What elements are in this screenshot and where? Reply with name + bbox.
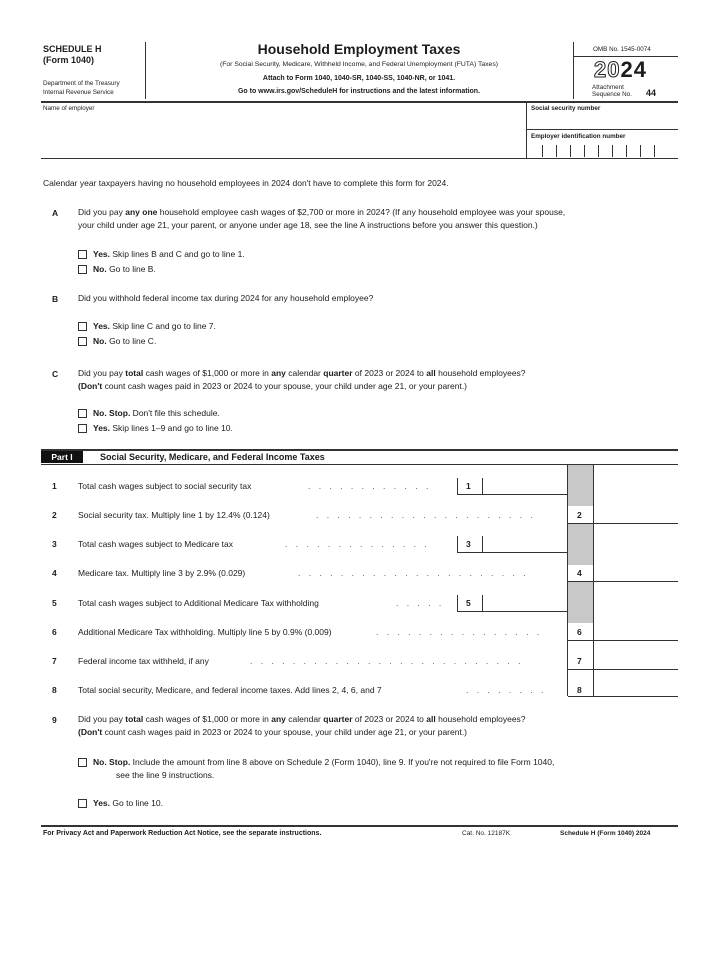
line-9-number: 9: [52, 715, 57, 725]
line-9-yes-label: Yes. Go to line 10.: [93, 798, 163, 808]
ein-label: Employer identification number: [531, 133, 626, 140]
ssn-label: Social security number: [531, 105, 601, 112]
form-label: (Form 1040): [43, 55, 95, 65]
name-of-employer-field[interactable]: [42, 113, 524, 157]
question-a-letter: A: [52, 208, 59, 218]
line-4-box-label: 4: [577, 568, 582, 578]
line-5-text: Total cash wages subject to Additional Medicare Tax withholding: [78, 598, 319, 608]
question-b-no-label: No. Go to line C.: [93, 336, 157, 346]
line-8-number: 8: [52, 685, 57, 695]
line-4-number: 4: [52, 568, 57, 578]
attach-instruction: Attach to Form 1040, 1040-SR, 1040-SS, 1040-NR, or 1041.: [262, 75, 456, 82]
line-9-no-checkbox[interactable]: [78, 758, 87, 767]
question-c-no-checkbox[interactable]: [78, 409, 87, 418]
question-c-yes-label: Yes. Skip lines 1–9 and go to line 10.: [93, 423, 233, 433]
line-2-box-label: 2: [577, 510, 582, 520]
line-5-box-label: 5: [466, 598, 471, 608]
line-7-number: 7: [52, 656, 57, 666]
dept-treasury: Department of the Treasury: [43, 80, 120, 87]
line-1-box-label: 1: [466, 481, 471, 491]
schedule-label: SCHEDULE H: [43, 44, 102, 54]
question-b-letter: B: [52, 294, 59, 304]
irs-label: Internal Revenue Service: [43, 89, 114, 96]
question-c-text: Did you pay total cash wages of $1,000 or more in any calendar quarter of 2023 or 2024 to all household employees? (Don't count cash wages paid in 2023 or 2024 to your spouse, your child under age 21, or your parent.): [78, 368, 526, 391]
sequence-number: 44: [646, 88, 657, 98]
line-2-input[interactable]: [594, 507, 678, 522]
line-6-box-label: 6: [577, 627, 582, 637]
question-c-letter: C: [52, 369, 59, 379]
goto-instruction: Go to www.irs.gov/ScheduleH for instructions and the latest information.: [237, 88, 481, 95]
omb-number: OMB No. 1545-0074: [593, 46, 651, 53]
question-a-yes-label: Yes. Skip lines B and C and go to line 1.: [93, 249, 245, 259]
line-8-box-label: 8: [577, 685, 582, 695]
ein-field[interactable]: [528, 141, 678, 157]
line-8-input[interactable]: [594, 682, 678, 696]
question-b-yes-label: Yes. Skip line C and go to line 7.: [93, 321, 216, 331]
form-subtitle: (For Social Security, Medicare, Withheld Income, and Federal Unemployment (FUTA) Taxes): [219, 61, 498, 68]
question-b-yes-checkbox[interactable]: [78, 322, 87, 331]
catalog-number: Cat. No. 12187K: [462, 830, 511, 837]
line-9-text: Did you pay total cash wages of $1,000 or more in any calendar quarter of 2023 or 2024 to all household employees? (Don't count cash wages paid in 2023 or 2024 to your spouse, your child under age 21, or your parent.): [78, 714, 526, 737]
line-8-text: Total social security, Medicare, and federal income taxes. Add lines 2, 4, 6, and 7: [78, 685, 382, 695]
question-a-yes-checkbox[interactable]: [78, 250, 87, 259]
line-1-number: 1: [52, 481, 57, 491]
line-3-number: 3: [52, 539, 57, 549]
line-6-input[interactable]: [594, 624, 678, 639]
line-1-input[interactable]: [483, 478, 566, 493]
question-a-no-label: No. Go to line B.: [93, 264, 156, 274]
form-title: Household Employment Taxes: [257, 41, 461, 57]
question-a-no-checkbox[interactable]: [78, 265, 87, 274]
line-5-number: 5: [52, 598, 57, 608]
ssn-field[interactable]: [528, 113, 678, 128]
part1-title: Social Security, Medicare, and Federal Income Taxes: [100, 452, 325, 462]
line-4-text: Medicare tax. Multiply line 3 by 2.9% (0.029): [78, 568, 246, 578]
line-9-yes-checkbox[interactable]: [78, 799, 87, 808]
line-1-text: Total cash wages subject to social security tax: [78, 481, 252, 491]
line-4-input[interactable]: [594, 565, 678, 580]
question-c-no-label: No. Stop. Don't file this schedule.: [93, 408, 220, 418]
question-a-text: Did you pay any one household employee cash wages of $2,700 or more in 2024? (If any household employee was your spouse, your child under age 21, your parent, or anyone under age 18, see the line A instructions before you answer this question.): [78, 207, 566, 230]
question-b-text: Did you withhold federal income tax during 2024 for any household employee?: [78, 293, 374, 303]
line-3-box-label: 3: [466, 539, 471, 549]
form-reference: Schedule H (Form 1040) 2024: [560, 830, 651, 837]
line-2-number: 2: [52, 510, 57, 520]
part1-tag: Part I: [41, 451, 83, 463]
question-c-yes-checkbox[interactable]: [78, 424, 87, 433]
attachment-sequence: Attachment Sequence No.: [592, 84, 632, 98]
intro-text: Calendar year taxpayers having no household employees in 2024 don't have to complete this form for 2024.: [43, 178, 449, 188]
name-of-employer-label: Name of employer: [43, 105, 95, 112]
privacy-notice: For Privacy Act and Paperwork Reduction Act Notice, see the separate instructions.: [43, 830, 322, 837]
line-7-input[interactable]: [594, 653, 678, 668]
line-3-input[interactable]: [483, 536, 566, 551]
question-b-no-checkbox[interactable]: [78, 337, 87, 346]
line-9-no-label: No. Stop. Include the amount from line 8 above on Schedule 2 (Form 1040), line 9. If you're not required to file Form 1040, see the line 9 instructions.: [93, 757, 555, 780]
line-7-box-label: 7: [577, 656, 582, 666]
line-6-number: 6: [52, 627, 57, 637]
line-6-text: Additional Medicare Tax withholding. Multiply line 5 by 0.9% (0.009): [78, 627, 332, 637]
line-5-input[interactable]: [483, 595, 566, 610]
line-7-text: Federal income tax withheld, if any: [78, 656, 209, 666]
line-3-text: Total cash wages subject to Medicare tax: [78, 539, 233, 549]
line-2-text: Social security tax. Multiply line 1 by 12.4% (0.124): [78, 510, 270, 520]
tax-year: 2024: [594, 57, 647, 82]
